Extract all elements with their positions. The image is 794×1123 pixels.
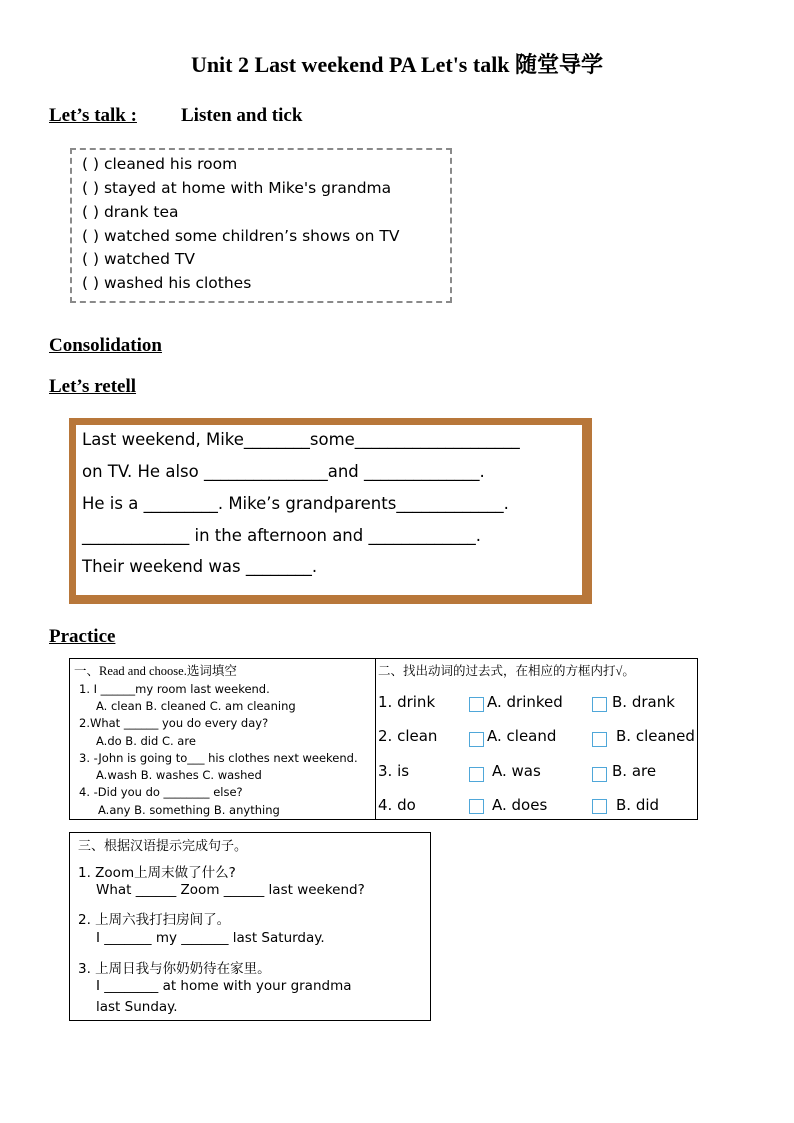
tick-item: ( ) washed his clothes (82, 274, 252, 292)
tick-item: ( ) watched TV (82, 250, 195, 268)
sentence-blank-continued: last Sunday. (96, 999, 178, 1015)
lets-talk-heading: Let’s talk : (49, 105, 137, 126)
checkbox[interactable] (469, 767, 484, 782)
retell-line: Last weekend, Mike________some____________________ (82, 430, 520, 449)
option-b: B. did (616, 796, 660, 814)
tick-item: ( ) cleaned his room (82, 155, 238, 173)
read-and-choose-box (69, 658, 376, 820)
chinese-prompt: 1. Zoom上周末做了什么? (78, 865, 236, 881)
practice-heading: Practice (49, 626, 116, 647)
checkbox[interactable] (469, 799, 484, 814)
options-line: A. clean B. cleaned C. am cleaning (96, 699, 296, 713)
option-a: A. cleand (487, 727, 557, 745)
tick-item: ( ) watched some children’s shows on TV (82, 227, 400, 245)
verb-label: 4. do (378, 796, 416, 814)
tick-item: ( ) stayed at home with Mike's grandma (82, 179, 392, 197)
option-a: A. was (492, 762, 541, 780)
checkbox[interactable] (469, 697, 484, 712)
sentence-blank: What ______ Zoom ______ last weekend? (96, 882, 365, 898)
retell-heading: Let’s retell (49, 376, 137, 397)
question-line: 2.What ______ you do every day? (79, 716, 269, 730)
options-line: A.any B. something B. anything (98, 803, 280, 817)
retell-line: He is a _________. Mike’s grandparents_____________. (82, 494, 509, 513)
checkbox[interactable] (592, 732, 607, 747)
sentence-blank: I ________ at home with your grandma (96, 978, 352, 994)
past-tense-box (375, 658, 698, 820)
option-a: A. drinked (487, 693, 563, 711)
part3-title: 三、根据汉语提示完成句子。 (78, 838, 248, 853)
option-b: B. are (612, 762, 657, 780)
listen-and-tick-box (70, 148, 452, 303)
chinese-prompt: 2. 上周六我打扫房间了。 (78, 912, 231, 928)
retell-line: Their weekend was ________. (82, 557, 318, 576)
tick-item: ( ) drank tea (82, 203, 179, 221)
option-a: A. does (492, 796, 548, 814)
option-b: B. cleaned (616, 727, 695, 745)
verb-label: 3. is (378, 762, 410, 780)
page-title: Unit 2 Last weekend PA Let's talk 随堂导学 (190, 52, 604, 77)
verb-label: 2. clean (378, 727, 438, 745)
checkbox[interactable] (469, 732, 484, 747)
question-line: 4. -Did you do ________ else? (79, 785, 243, 799)
checkbox[interactable] (592, 799, 607, 814)
verb-label: 1. drink (378, 693, 436, 711)
chinese-prompt: 3. 上周日我与你奶奶待在家里。 (78, 961, 271, 977)
sentence-blank: I _______ my _______ last Saturday. (96, 930, 325, 946)
listen-instruction: Listen and tick (181, 105, 303, 126)
option-b: B. drank (612, 693, 675, 711)
retell-board-paper (76, 425, 582, 595)
complete-sentences-box (69, 832, 431, 1021)
checkbox[interactable] (592, 767, 607, 782)
retell-line: _____________ in the afternoon and _____________. (82, 526, 481, 545)
part1-title: 一、Read and choose.选词填空 (74, 664, 237, 678)
question-line: 1. I ______my room last weekend. (79, 682, 270, 696)
options-line: A.wash B. washes C. washed (96, 768, 262, 782)
consolidation-heading: Consolidation (49, 335, 162, 356)
part2-title: 二、找出动词的过去式，在相应的方框内打√。 (378, 664, 635, 678)
retell-board (69, 418, 592, 604)
options-line: A.do B. did C. are (96, 734, 196, 748)
checkbox[interactable] (592, 697, 607, 712)
question-line: 3. -John is going to___ his clothes next weekend. (79, 751, 358, 765)
retell-line: on TV. He also _______________and ______________. (82, 462, 485, 481)
